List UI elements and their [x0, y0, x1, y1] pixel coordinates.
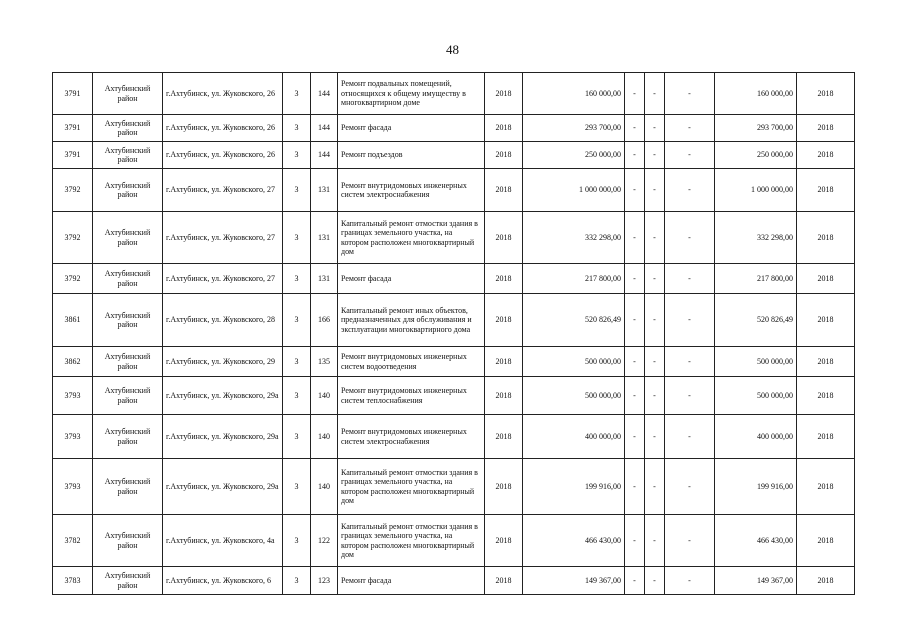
record-id: 3793	[53, 459, 93, 515]
apartments-cell: 135	[311, 347, 338, 377]
floors-cell: 3	[283, 294, 311, 347]
district-cell: Ахтубинский район	[93, 459, 163, 515]
repair-program-table	[52, 72, 855, 595]
dash-cell: -	[625, 347, 645, 377]
address-cell: г.Ахтубинск, ул. Жуковского, 27	[163, 169, 283, 212]
work-type-cell: Ремонт подъездов	[338, 142, 485, 169]
work-type-cell: Ремонт внутридомовых инженерных систем электроснабжения	[338, 169, 485, 212]
year-cell: 2018	[485, 347, 523, 377]
table-row	[53, 415, 855, 459]
total-cost-cell: 500 000,00	[715, 377, 797, 415]
completion-year-cell: 2018	[797, 347, 855, 377]
cost-cell: 332 298,00	[523, 212, 625, 264]
district-cell: Ахтубинский район	[93, 415, 163, 459]
work-type-cell: Ремонт подвальных помещений, относящихся к общему имуществу в многоквартирном доме	[338, 73, 485, 115]
cost-cell: 520 826,49	[523, 294, 625, 347]
apartments-cell: 144	[311, 115, 338, 142]
address-cell: г.Ахтубинск, ул. Жуковского, 26	[163, 142, 283, 169]
year-cell: 2018	[485, 73, 523, 115]
completion-year-cell: 2018	[797, 515, 855, 567]
dash-cell: -	[625, 115, 645, 142]
address-cell: г.Ахтубинск, ул. Жуковского, 29	[163, 347, 283, 377]
dash-cell: -	[665, 142, 715, 169]
dash-cell: -	[645, 294, 665, 347]
apartments-cell: 144	[311, 73, 338, 115]
year-cell: 2018	[485, 294, 523, 347]
record-id: 3783	[53, 567, 93, 595]
apartments-cell: 140	[311, 377, 338, 415]
total-cost-cell: 332 298,00	[715, 212, 797, 264]
record-id: 3793	[53, 377, 93, 415]
apartments-cell: 140	[311, 459, 338, 515]
address-cell: г.Ахтубинск, ул. Жуковского, 29а	[163, 415, 283, 459]
total-cost-cell: 520 826,49	[715, 294, 797, 347]
table-row	[53, 264, 855, 294]
floors-cell: 3	[283, 212, 311, 264]
completion-year-cell: 2018	[797, 294, 855, 347]
dash-cell: -	[665, 115, 715, 142]
dash-cell: -	[665, 347, 715, 377]
dash-cell: -	[645, 567, 665, 595]
table-row	[53, 459, 855, 515]
floors-cell: 3	[283, 515, 311, 567]
address-cell: г.Ахтубинск, ул. Жуковского, 29а	[163, 459, 283, 515]
completion-year-cell: 2018	[797, 567, 855, 595]
floors-cell: 3	[283, 169, 311, 212]
total-cost-cell: 1 000 000,00	[715, 169, 797, 212]
total-cost-cell: 160 000,00	[715, 73, 797, 115]
completion-year-cell: 2018	[797, 415, 855, 459]
table-row	[53, 115, 855, 142]
year-cell: 2018	[485, 459, 523, 515]
dash-cell: -	[665, 264, 715, 294]
record-id: 3792	[53, 212, 93, 264]
year-cell: 2018	[485, 515, 523, 567]
table-row	[53, 142, 855, 169]
work-type-cell: Капитальный ремонт отмостки здания в границах земельного участка, на котором расположен многоквартирный дом	[338, 459, 485, 515]
dash-cell: -	[665, 459, 715, 515]
address-cell: г.Ахтубинск, ул. Жуковского, 27	[163, 264, 283, 294]
table-row	[53, 567, 855, 595]
year-cell: 2018	[485, 142, 523, 169]
year-cell: 2018	[485, 115, 523, 142]
apartments-cell: 131	[311, 169, 338, 212]
cost-cell: 500 000,00	[523, 347, 625, 377]
district-cell: Ахтубинский район	[93, 567, 163, 595]
apartments-cell: 140	[311, 415, 338, 459]
year-cell: 2018	[485, 212, 523, 264]
address-cell: г.Ахтубинск, ул. Жуковского, 27	[163, 212, 283, 264]
dash-cell: -	[625, 459, 645, 515]
floors-cell: 3	[283, 459, 311, 515]
dash-cell: -	[645, 142, 665, 169]
floors-cell: 3	[283, 115, 311, 142]
address-cell: г.Ахтубинск, ул. Жуковского, 26	[163, 115, 283, 142]
record-id: 3793	[53, 415, 93, 459]
table-row	[53, 347, 855, 377]
total-cost-cell: 293 700,00	[715, 115, 797, 142]
table-row	[53, 377, 855, 415]
address-cell: г.Ахтубинск, ул. Жуковского, 26	[163, 73, 283, 115]
work-type-cell: Ремонт фасада	[338, 567, 485, 595]
total-cost-cell: 199 916,00	[715, 459, 797, 515]
record-id: 3782	[53, 515, 93, 567]
record-id: 3862	[53, 347, 93, 377]
dash-cell: -	[625, 142, 645, 169]
table-row	[53, 169, 855, 212]
dash-cell: -	[645, 347, 665, 377]
dash-cell: -	[625, 264, 645, 294]
year-cell: 2018	[485, 415, 523, 459]
work-type-cell: Ремонт внутридомовых инженерных систем электроснабжения	[338, 415, 485, 459]
apartments-cell: 131	[311, 264, 338, 294]
address-cell: г.Ахтубинск, ул. Жуковского, 29а	[163, 377, 283, 415]
dash-cell: -	[645, 212, 665, 264]
cost-cell: 149 367,00	[523, 567, 625, 595]
floors-cell: 3	[283, 142, 311, 169]
dash-cell: -	[665, 567, 715, 595]
cost-cell: 199 916,00	[523, 459, 625, 515]
dash-cell: -	[645, 73, 665, 115]
dash-cell: -	[665, 377, 715, 415]
apartments-cell: 122	[311, 515, 338, 567]
district-cell: Ахтубинский район	[93, 515, 163, 567]
district-cell: Ахтубинский район	[93, 142, 163, 169]
cost-cell: 293 700,00	[523, 115, 625, 142]
table-row	[53, 212, 855, 264]
dash-cell: -	[665, 169, 715, 212]
total-cost-cell: 217 800,00	[715, 264, 797, 294]
completion-year-cell: 2018	[797, 169, 855, 212]
apartments-cell: 166	[311, 294, 338, 347]
dash-cell: -	[625, 515, 645, 567]
record-id: 3791	[53, 142, 93, 169]
total-cost-cell: 250 000,00	[715, 142, 797, 169]
completion-year-cell: 2018	[797, 264, 855, 294]
completion-year-cell: 2018	[797, 115, 855, 142]
dash-cell: -	[625, 169, 645, 212]
dash-cell: -	[625, 294, 645, 347]
total-cost-cell: 466 430,00	[715, 515, 797, 567]
dash-cell: -	[665, 415, 715, 459]
dash-cell: -	[665, 515, 715, 567]
district-cell: Ахтубинский район	[93, 294, 163, 347]
work-type-cell: Ремонт фасада	[338, 115, 485, 142]
dash-cell: -	[645, 115, 665, 142]
dash-cell: -	[625, 377, 645, 415]
cost-cell: 466 430,00	[523, 515, 625, 567]
cost-cell: 160 000,00	[523, 73, 625, 115]
work-type-cell: Ремонт внутридомовых инженерных систем водоотведения	[338, 347, 485, 377]
dash-cell: -	[665, 212, 715, 264]
record-id: 3791	[53, 115, 93, 142]
total-cost-cell: 149 367,00	[715, 567, 797, 595]
cost-cell: 400 000,00	[523, 415, 625, 459]
page-number: 48	[446, 42, 459, 57]
work-type-cell: Капитальный ремонт отмостки здания в границах земельного участка, на котором расположен многоквартирный дом	[338, 212, 485, 264]
dash-cell: -	[645, 264, 665, 294]
dash-cell: -	[645, 415, 665, 459]
record-id: 3792	[53, 264, 93, 294]
work-type-cell: Капитальный ремонт отмостки здания в границах земельного участка, на котором расположен многоквартирный дом	[338, 515, 485, 567]
district-cell: Ахтубинский район	[93, 169, 163, 212]
dash-cell: -	[645, 515, 665, 567]
cost-cell: 217 800,00	[523, 264, 625, 294]
floors-cell: 3	[283, 264, 311, 294]
cost-cell: 1 000 000,00	[523, 169, 625, 212]
address-cell: г.Ахтубинск, ул. Жуковского, 28	[163, 294, 283, 347]
dash-cell: -	[625, 73, 645, 115]
district-cell: Ахтубинский район	[93, 73, 163, 115]
completion-year-cell: 2018	[797, 73, 855, 115]
apartments-cell: 131	[311, 212, 338, 264]
district-cell: Ахтубинский район	[93, 347, 163, 377]
apartments-cell: 123	[311, 567, 338, 595]
floors-cell: 3	[283, 73, 311, 115]
dash-cell: -	[645, 459, 665, 515]
record-id: 3792	[53, 169, 93, 212]
district-cell: Ахтубинский район	[93, 264, 163, 294]
table-row	[53, 515, 855, 567]
work-type-cell: Ремонт внутридомовых инженерных систем теплоснабжения	[338, 377, 485, 415]
floors-cell: 3	[283, 347, 311, 377]
year-cell: 2018	[485, 169, 523, 212]
district-cell: Ахтубинский район	[93, 115, 163, 142]
floors-cell: 3	[283, 567, 311, 595]
dash-cell: -	[645, 377, 665, 415]
year-cell: 2018	[485, 567, 523, 595]
record-id: 3791	[53, 73, 93, 115]
apartments-cell: 144	[311, 142, 338, 169]
dash-cell: -	[645, 169, 665, 212]
work-type-cell: Ремонт фасада	[338, 264, 485, 294]
district-cell: Ахтубинский район	[93, 212, 163, 264]
cost-cell: 500 000,00	[523, 377, 625, 415]
table-row	[53, 73, 855, 115]
table-row	[53, 294, 855, 347]
work-type-cell: Капитальный ремонт иных объектов, предназначенных для обслуживания и эксплуатации многоквартирного дома	[338, 294, 485, 347]
completion-year-cell: 2018	[797, 459, 855, 515]
dash-cell: -	[665, 73, 715, 115]
dash-cell: -	[625, 567, 645, 595]
floors-cell: 3	[283, 377, 311, 415]
completion-year-cell: 2018	[797, 142, 855, 169]
completion-year-cell: 2018	[797, 377, 855, 415]
total-cost-cell: 500 000,00	[715, 347, 797, 377]
dash-cell: -	[625, 415, 645, 459]
total-cost-cell: 400 000,00	[715, 415, 797, 459]
cost-cell: 250 000,00	[523, 142, 625, 169]
dash-cell: -	[625, 212, 645, 264]
district-cell: Ахтубинский район	[93, 377, 163, 415]
address-cell: г.Ахтубинск, ул. Жуковского, 6	[163, 567, 283, 595]
dash-cell: -	[665, 294, 715, 347]
floors-cell: 3	[283, 415, 311, 459]
address-cell: г.Ахтубинск, ул. Жуковского, 4а	[163, 515, 283, 567]
year-cell: 2018	[485, 377, 523, 415]
completion-year-cell: 2018	[797, 212, 855, 264]
record-id: 3861	[53, 294, 93, 347]
year-cell: 2018	[485, 264, 523, 294]
